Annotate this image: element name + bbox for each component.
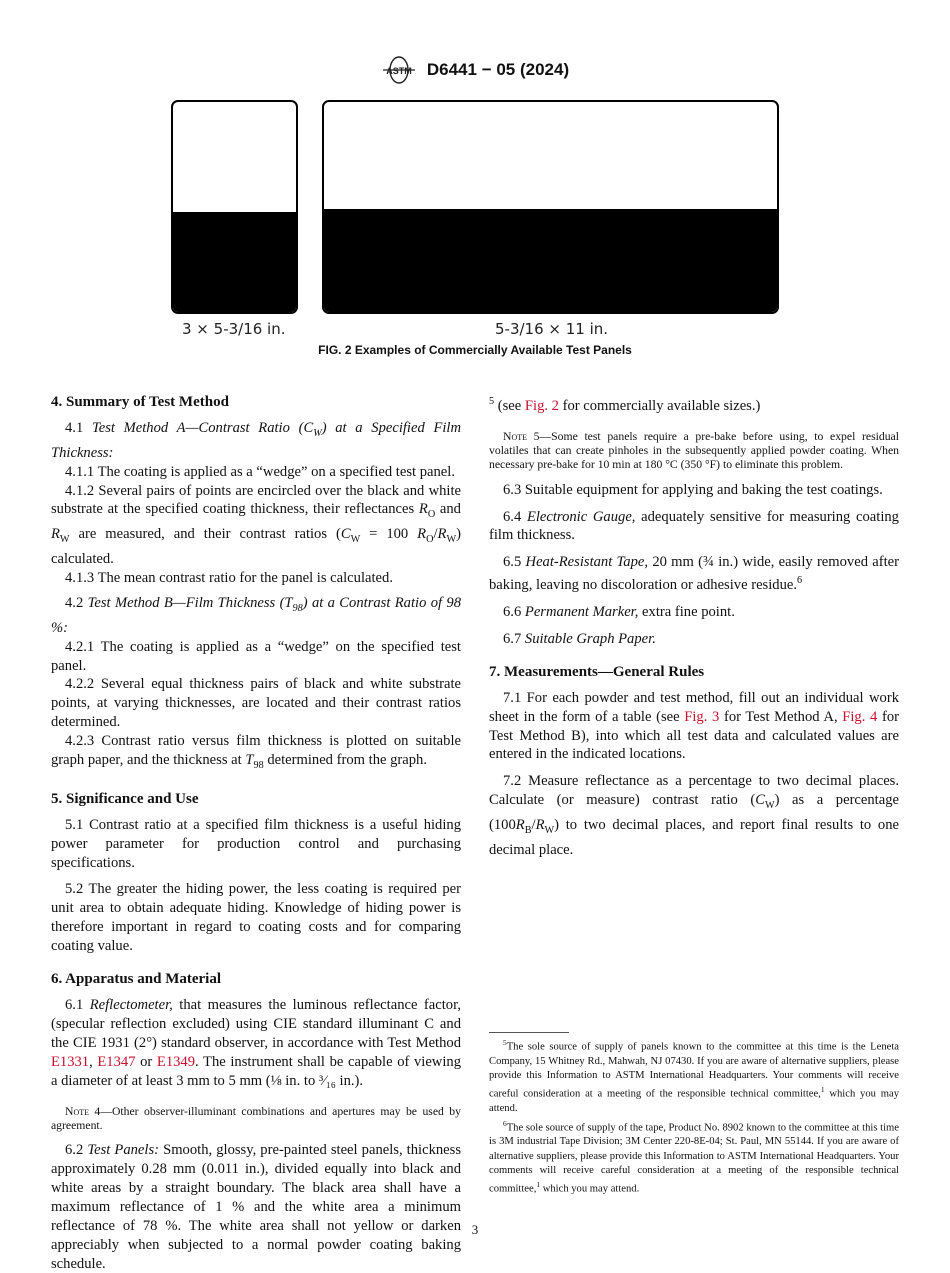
link-fig-3[interactable]: Fig. 3 xyxy=(684,708,720,725)
standard-code: D6441 − 05 (2024) xyxy=(426,60,570,79)
para-4-2-1: 4.2.1 The coating is applied as a “wedge” on the specified test panel. xyxy=(51,638,461,674)
section-7-title: 7. Measurements—General Rules xyxy=(489,663,705,680)
para-6-3: 6.3 Suitable equipment for applying and baking the test coatings. xyxy=(503,481,883,498)
page-number: 3 xyxy=(471,1222,479,1237)
svg-text:ASTM: ASTM xyxy=(386,66,412,76)
para-6-2: 6.2 Test Panels: Smooth, glossy, pre-painted steel panels, thickness approximately 0.28 mm (0.011 in.), divided equally into black and white areas by a straight boundary. The black area shall have a maximum reflectance of 1 % and the white area a minimum reflectance of 78 %. The white area shall not yellow or darken appreciably when subjected to a normal powder coating baking schedule. xyxy=(51,1142,461,1272)
astm-logo-icon xyxy=(381,55,417,85)
test-panel-large-black-area xyxy=(324,209,777,312)
note-4: Note 4—Other observer-illuminant combinations and apertures may be used by agreement. xyxy=(51,1104,461,1132)
para-4-1: 4.1 Test Method A—Contrast Ratio $(C_W)$ at a Specified Film Thickness: xyxy=(51,419,462,461)
para-6-4: 6.4 Electronic Gauge, adequately sensitive for measuring coating film thickness. xyxy=(489,508,899,544)
para-6-1: 6.1 Reflectometer, that measures the luminous reflectance factor, (specular reflection excluded) using CIE standard illuminant C and the CIE 1931 (2°) standard observer, in accordance with Test Method E1331, E1347 or E1349. The instrument shall be capable of viewing a diameter of at least 3 mm to 5 mm (⅛ in. to ³⁄₁₆ in.). xyxy=(51,997,461,1089)
para-5-1: 5.1 Contrast ratio at a specified film thickness is a useful hiding power parameter for production control and purchasing specifications. xyxy=(51,816,461,871)
link-fig-4[interactable]: Fig. 4 xyxy=(842,708,878,725)
para-4-2: 4.2 Test Method B—Film Thickness $(T_{98})$ at a Contrast Ratio of 98 %: xyxy=(51,594,461,636)
section-5-title: 5. Significance and Use xyxy=(51,790,199,807)
para-7-2: 7.2 Measure reflectance as a percentage to two decimal places. Calculate (or measure) contrast ratio $(C_W)$ as a percentage $(100R_B/R_W)$ to two decimal places, and report final results to one decimal place. xyxy=(489,773,899,858)
figure-caption: FIG. 2 Examples of Commercially Available Test Panels xyxy=(318,343,632,357)
section-6-title: 6. Apparatus and Material xyxy=(51,971,222,988)
para-4-2-2: 4.2.2 Several equal thickness pairs of black and white substrate points, at varying thicknesses, are located and their contrast ratios determined. xyxy=(51,676,461,731)
footnote-rule xyxy=(489,1032,569,1033)
left-column xyxy=(51,393,461,1273)
panel-small-label: 3 × 5-3/16 in. xyxy=(182,320,286,338)
test-panel-small-black-area xyxy=(173,212,296,312)
link-e1347[interactable]: E1347 xyxy=(97,1053,136,1070)
para-6-7: 6.7 Suitable Graph Paper. xyxy=(503,630,656,647)
right-column xyxy=(489,393,899,860)
link-fig-2[interactable]: Fig. 2 xyxy=(524,397,559,414)
test-panel-small xyxy=(171,100,298,314)
footnotes xyxy=(489,1032,899,1197)
panel-large-label: 5-3/16 × 11 in. xyxy=(495,320,609,338)
test-panel-large xyxy=(322,100,779,314)
link-e1349[interactable]: E1349 xyxy=(156,1053,196,1070)
page-header xyxy=(0,55,950,85)
para-4-1-3: 4.1.3 The mean contrast ratio for the panel is calculated. xyxy=(65,569,393,586)
para-4-1-2: 4.1.2 Several pairs of points are encircled over the black and white substrate at the specified coating thickness, their reflectances $R_O$ and $R_W$ are measured, and their contrast ratios ($C_W = 100$ $R_O/R_W$) calculated. xyxy=(51,482,461,568)
section-4-title: 4. Summary of Test Method xyxy=(51,394,229,410)
footnote-6: $^6$The sole source of supply of the tape, Product No. 8902 known to the committee at this time is 3M industrial Tape Division; 3M Center 220-8E-04; St. Paul, MN 55144. If you are aware of alternative suppliers, please provide this Information to ASTM International Headquarters. Your comments will receive careful consideration at a meeting of the responsible technical committee,$^1$ which you may attend. xyxy=(489,1118,899,1195)
note-5: Note 5—Some test panels require a pre-bake before using, to expel residual volatiles that can create pinholes in the subsequently applied powder coating. When necessary pre-bake for 10 min at 180 °C (350 °F) to eliminate this problem. xyxy=(489,429,899,472)
para-6-6: 6.6 Permanent Marker, extra fine point. xyxy=(503,604,735,621)
link-e1331[interactable]: E1331 xyxy=(51,1053,90,1070)
para-7-1: 7.1 For each powder and test method, fill out an individual work sheet in the form of a table (see Fig. 3 for Test Method A, Fig. 4 for Test Method B), into which all test data and calculated values are entered in the indicated locations. xyxy=(489,689,900,763)
para-6-5: 6.5 Heat-Resistant Tape, 20 mm (¾ in.) wide, easily removed after baking, leaving no discoloration or adhesive residue.$^6$ xyxy=(489,554,900,594)
para-6-2-continued: $^5$ (see Fig. 2 for commercially available sizes.) xyxy=(489,396,761,414)
para-4-1-1: 4.1.1 The coating is applied as a “wedge” on a specified test panel. xyxy=(65,463,455,480)
footnote-5: $^5$The sole source of supply of panels known to the committee at this time is the Leneta Company, 15 Whitney Rd., Mahwah, NJ 07430. If you are aware of alternative suppliers, please provide this Information to ASTM International Headquarters. Your comments will receive careful consideration at a meeting of the responsible technical committee,$^1$ which you may attend. xyxy=(489,1038,899,1115)
para-5-2: 5.2 The greater the hiding power, the less coating is required per unit area to obtain adequate hiding. Knowledge of hiding power is therefore important in regard to coating costs and for comparing coating value. xyxy=(51,881,461,955)
para-4-2-3: 4.2.3 Contrast ratio versus film thickness is plotted on suitable graph paper, and the thickness at $T_{98}$ determined from the graph. xyxy=(51,733,461,771)
